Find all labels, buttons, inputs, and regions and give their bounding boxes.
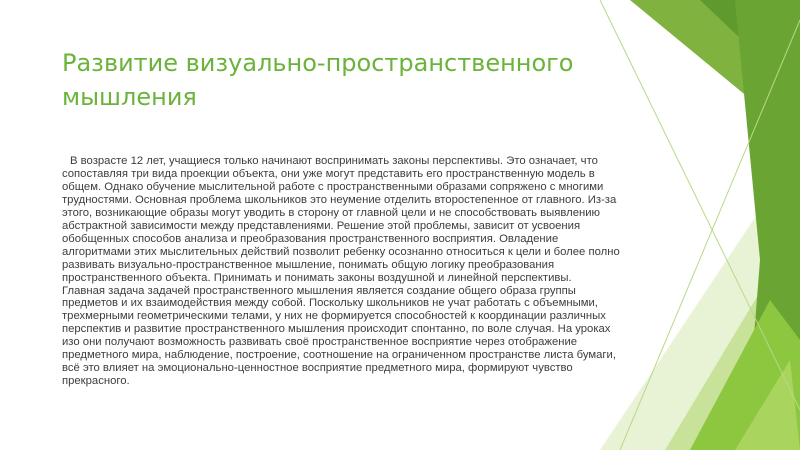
paragraph-2: Главная задача задачей пространственного мышления является создание общего образа группы предметов и их взаимодействия между собой. Поскольку школьников не учат работать с объемными, трехмерными геометрическими телами, у них не формируется способностей к координации различных перспектив и развитие пространственного мышления происходит спонтанно, по воле случая. На уроках изо они получают возможность развивать своё пространственное восприятие через отображение предметного мира, наблюдение, построение, соотношение на ограниченном пространстве листа бумаги, всё это влияет на эмоционально-ценностное восприятие предметного мира, формируют чувство прекрасного.: [62, 284, 616, 388]
slide-title: Развитие визуально-пространственного мышления: [62, 49, 574, 111]
paragraph-1: В возрасте 12 лет, учащиеся только начинают воспринимать законы перспективы. Это означает, что сопоставляя три вида проекции объекта, они уже могут представить его пространственную модель в общем. Однако обучение мыслительной работе с пространственными образами сопряжено с многими трудностями. Основная проблема школьников это неумение отделить второстепенное от главного. Из-за этого, возникающие образы могут уводить в сторону от главной цели и не способствовать выявлению абстрактной зависимости между представлениями. Решение этой проблемы, зависит от усвоения обобщенных способов анализа и преобразования пространственного восприятия. Овладение алгоритмами этих мыслительных действий позволит ребенку осознанно относиться к цели и более полно развивать визуально-пространственное мышление, понимать общую логику преобразования пространственного объекта. Принимать и понимать законы воздушной и линейной перспективы.: [62, 155, 620, 284]
body-text: [62, 155, 620, 388]
